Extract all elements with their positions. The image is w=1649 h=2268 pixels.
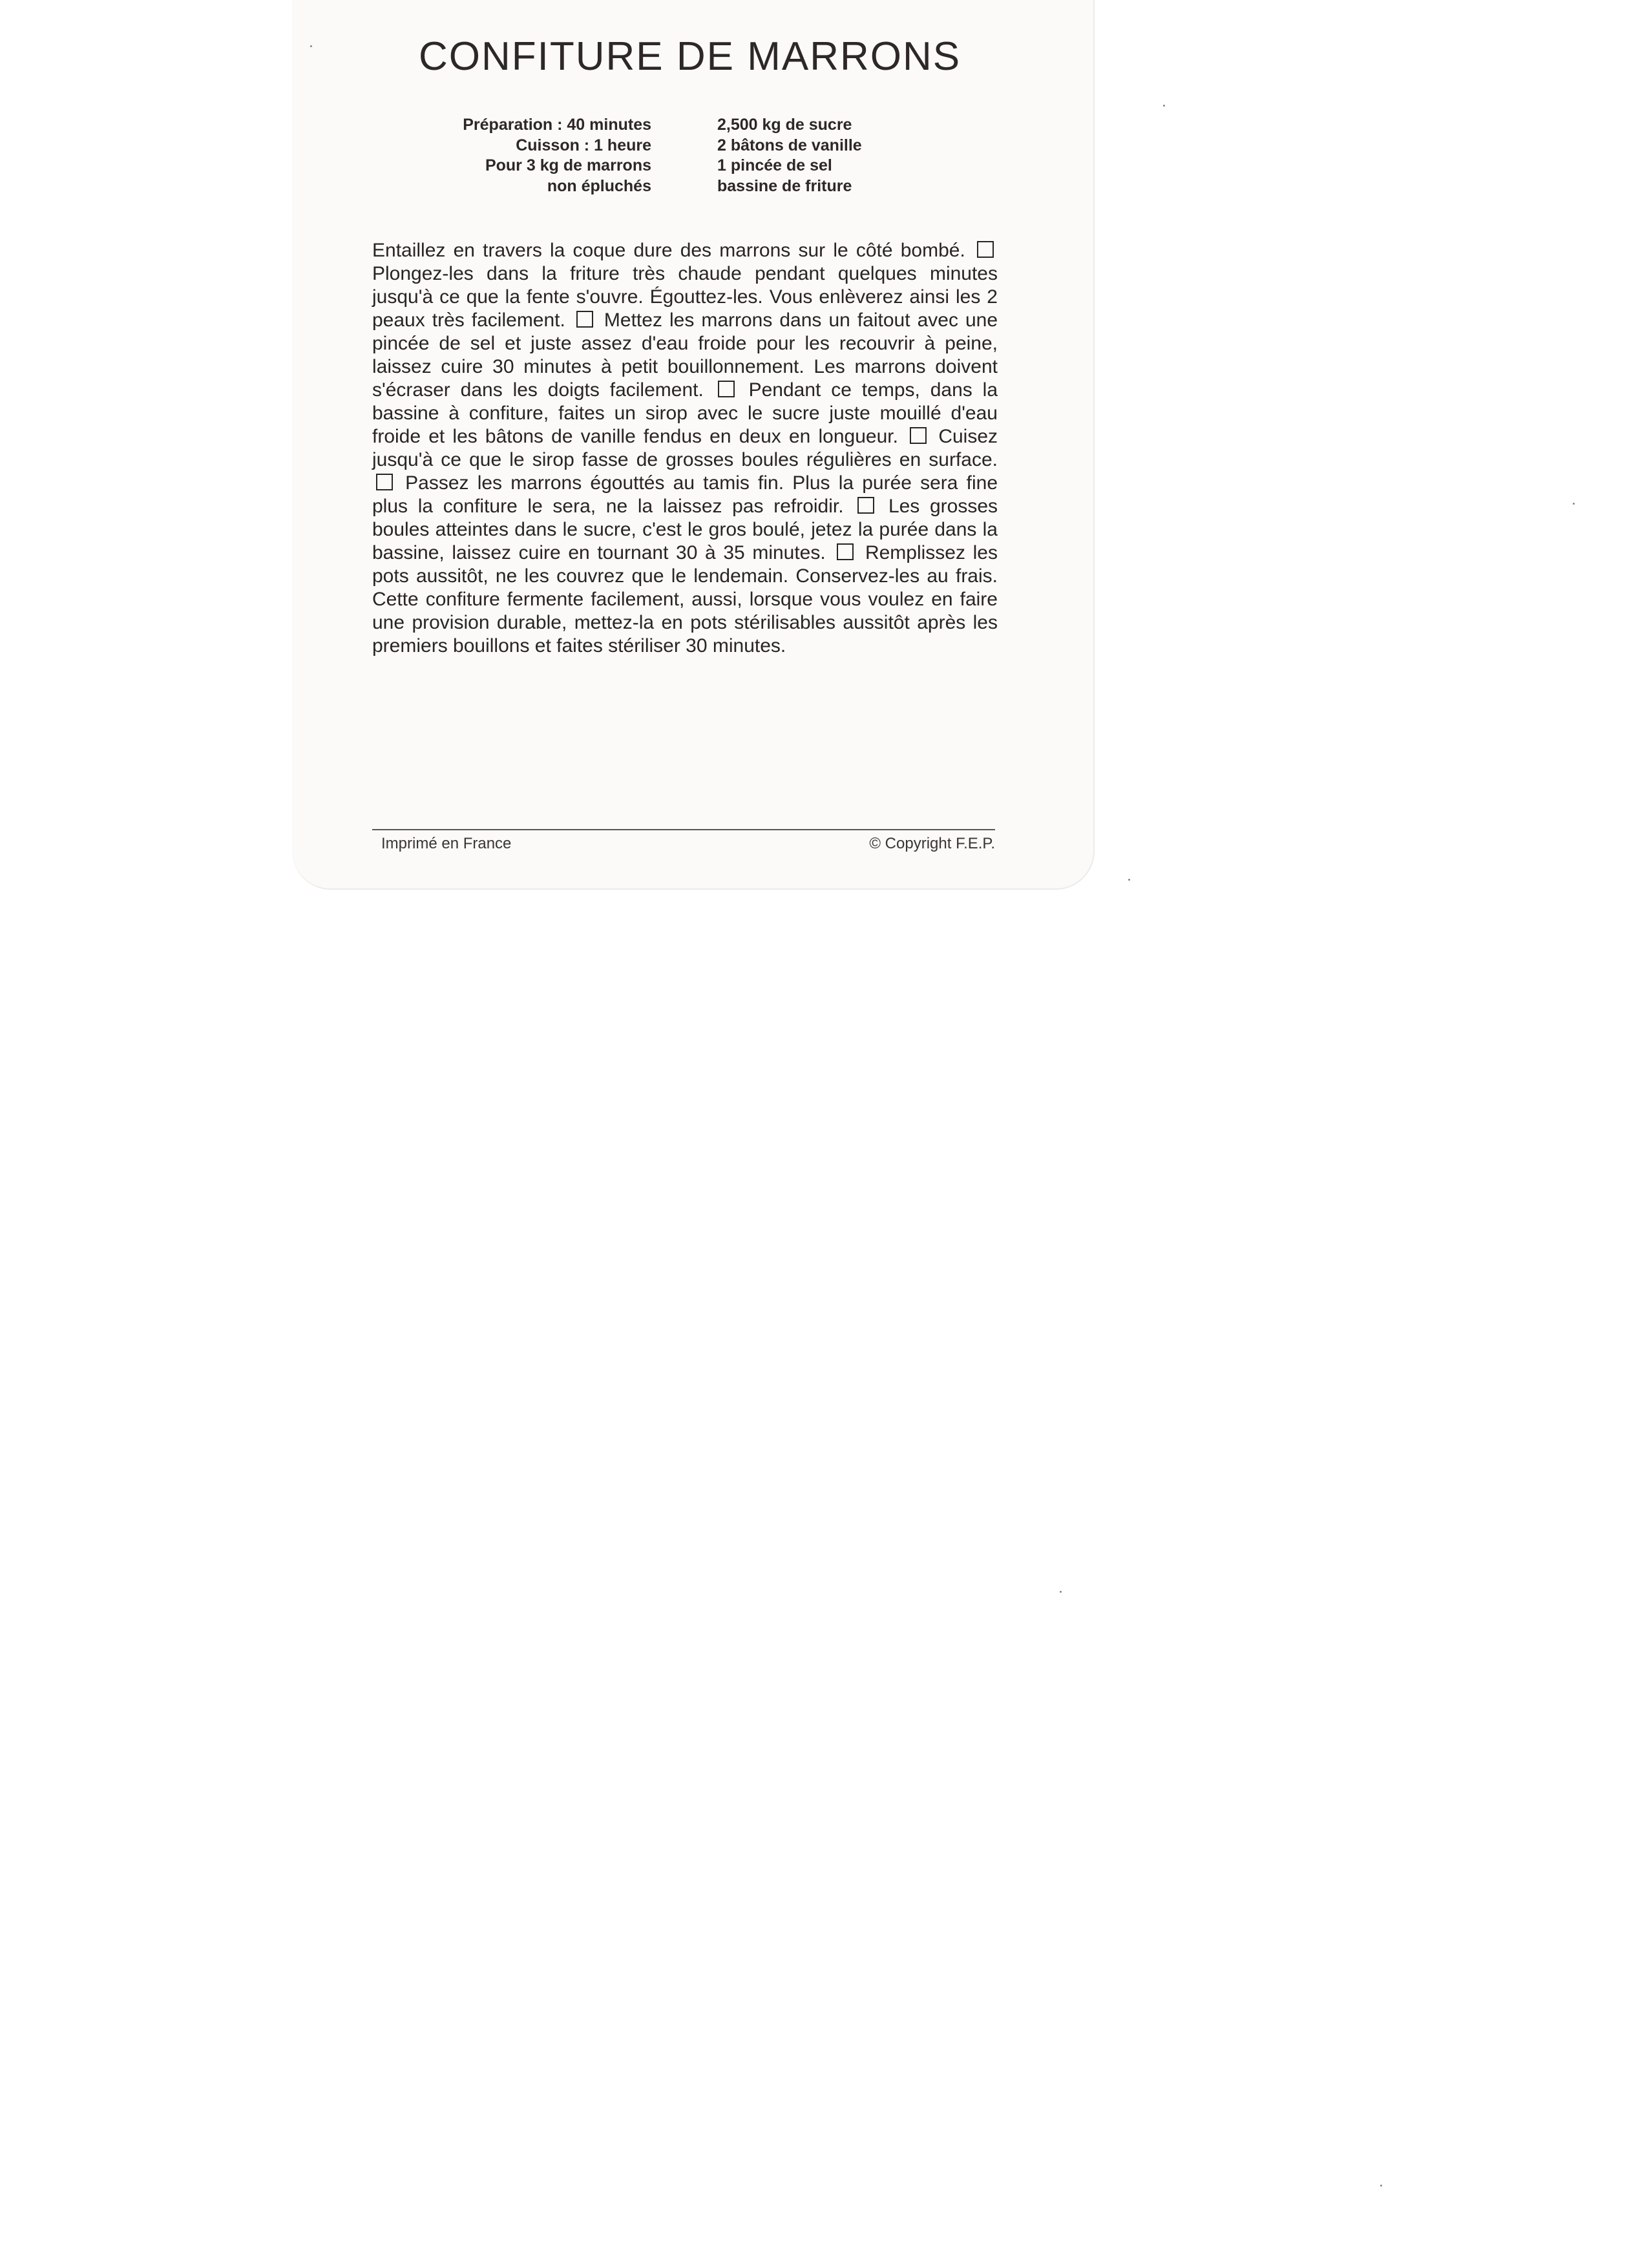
footer-divider: [372, 829, 995, 830]
scan-speck: [1573, 503, 1575, 505]
scan-speck: [310, 45, 312, 47]
step-8: Remplissez les pots aussitôt, ne les couvrez que le lendemain. Conservez-les au frais. Cette confiture fermente facilement, aussi, lorsque vous voulez en faire une provision durable, mettez-la en pots stérilisables aussitôt après les premiers bouillons et faites stériliser 30 minutes.: [372, 542, 998, 656]
meta-quantity: Pour 3 kg de marrons: [485, 156, 651, 174]
meta-preparation: Préparation : 40 minutes: [463, 116, 651, 134]
step-6: Passez les marrons égouttés au tamis fin. Plus la purée sera fine plus la confiture le sera, ne la laissez pas refroidir.: [372, 472, 998, 517]
footer-printed-in: Imprimé en France: [381, 835, 512, 852]
recipe-meta-times: [388, 115, 651, 196]
step-4: Pendant ce temps, dans la bassine à confiture, faites un sirop avec le sucre juste mouillé d'eau froide et les bâtons de vanille fendus en deux en longueur.: [372, 379, 998, 447]
footer-copyright: © Copyright F.E.P.: [869, 835, 995, 852]
scan-speck: [1380, 2185, 1382, 2187]
recipe-instructions: [372, 239, 998, 658]
ingredient-sugar: 2,500 kg de sucre: [717, 116, 852, 134]
step-separator-box: [576, 311, 593, 328]
ingredient-salt: 1 pincée de sel: [717, 156, 832, 174]
step-separator-box: [376, 474, 393, 490]
recipe-title: CONFITURE DE MARRONS: [419, 34, 961, 79]
scan-speck: [1128, 879, 1130, 881]
step-separator-box: [857, 497, 874, 514]
step-2: Plongez-les dans la friture très chaude pendant quelques minutes jusqu'à ce que la fente s'ouvre. Égouttez-les. Vous enlèverez ainsi les 2 peaux très facilement.: [372, 263, 998, 331]
step-5: Cuisez jusqu'à ce que le sirop fasse de grosses boules régulières en surface.: [372, 426, 998, 470]
step-separator-box: [910, 427, 927, 444]
recipe-ingredients: [717, 115, 976, 196]
ingredient-fryer: bassine de friture: [717, 176, 852, 195]
step-separator-box: [718, 381, 735, 397]
step-separator-box: [837, 543, 854, 560]
scan-speck: [1163, 105, 1165, 107]
meta-quantity-note: non épluchés: [547, 176, 651, 195]
step-1: Entaillez en travers la coque dure des marrons sur le côté bombé.: [372, 240, 965, 261]
step-separator-box: [977, 241, 994, 258]
meta-cuisson: Cuisson : 1 heure: [516, 136, 651, 154]
ingredient-vanilla: 2 bâtons de vanille: [717, 136, 862, 154]
scan-speck: [1060, 1591, 1062, 1593]
step-3: Mettez les marrons dans un faitout avec une pincée de sel et juste assez d'eau froide pour les recouvrir à peine, laissez cuire 30 minutes à petit bouillonnement. Les marrons doivent s'écraser dans les doigts facilement.: [372, 310, 998, 401]
step-7: Les grosses boules atteintes dans le sucre, c'est le gros boulé, jetez la purée dans la bassine, laissez cuire en tournant 30 à 35 minutes.: [372, 496, 998, 563]
